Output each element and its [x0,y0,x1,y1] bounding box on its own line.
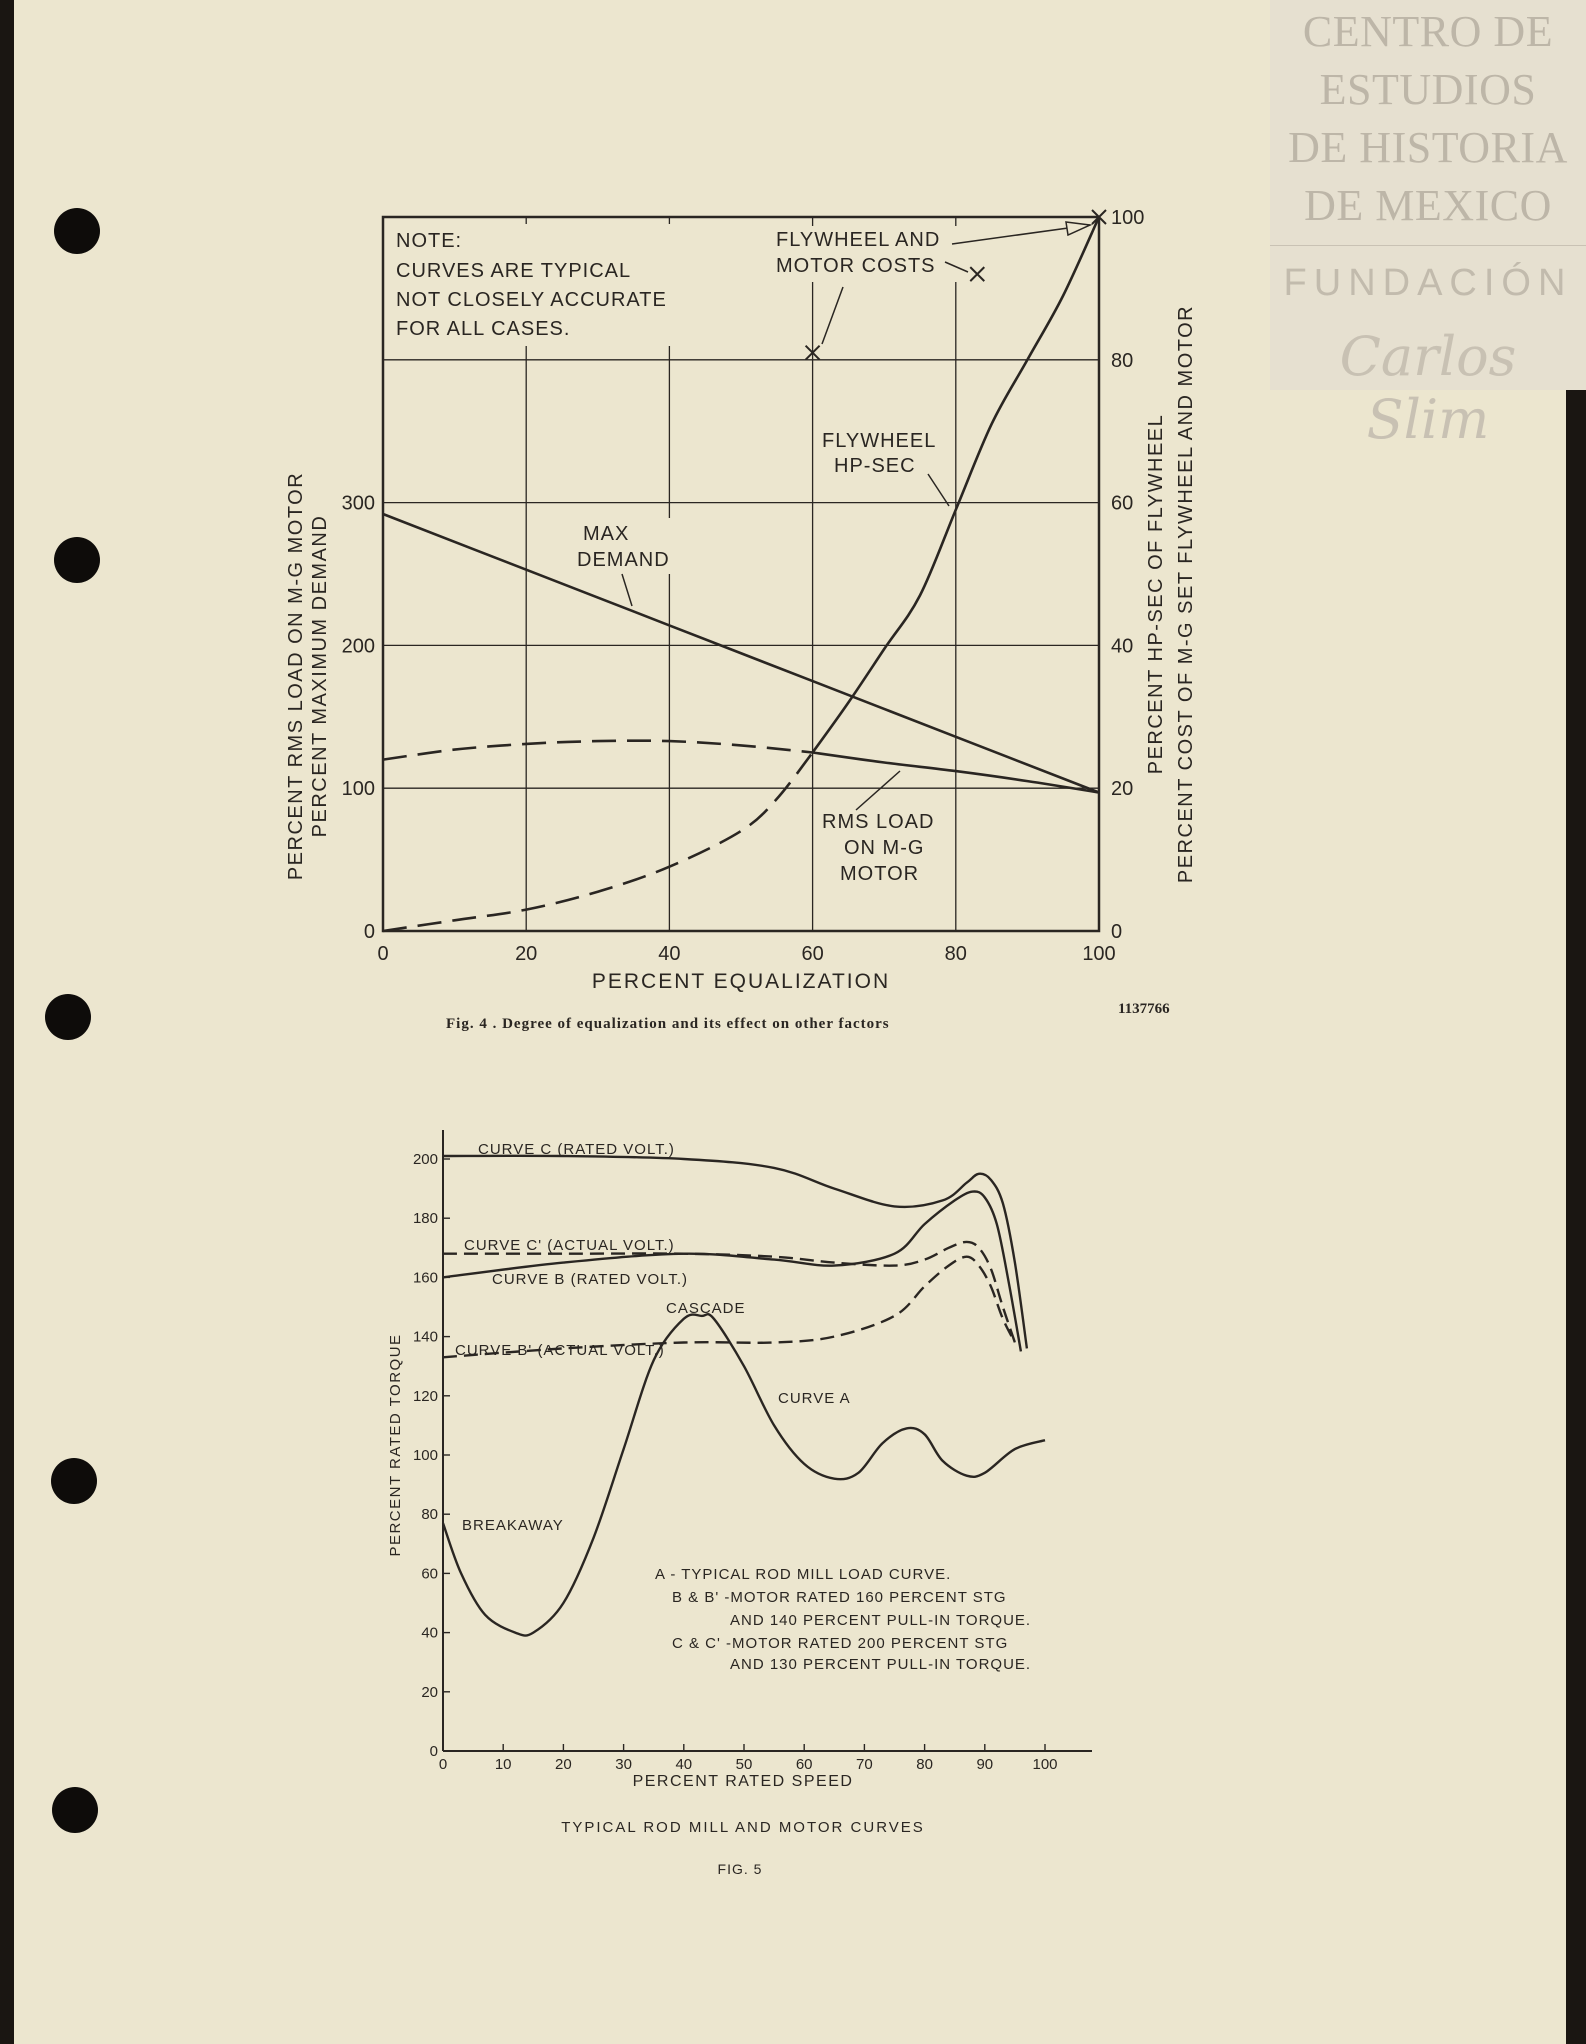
fig5-x-tick-label: 60 [795,1756,813,1773]
fig4-y-tick-label: 300 [341,492,375,515]
fig5-x-axis-title: PERCENT RATED SPEED [632,1773,854,1790]
fig5-y-tick-label: 0 [429,1743,438,1760]
fig5-legend-line: AND 130 PERCENT PULL-IN TORQUE. [730,1656,1032,1673]
fig4-x-tick-label: 0 [377,943,389,965]
fig5-x-tick-label: 20 [555,1756,572,1773]
fig5-y-tick-label: 20 [421,1683,438,1701]
fig5-label-breakaway: BREAKAWAY [462,1517,564,1534]
watermark-line: CENTRO DE [1302,7,1554,56]
fig4-note-line: FOR ALL CASES. [396,318,571,340]
fig4-rms-label: ON M-G [844,837,925,859]
fig5-label-curve-b: CURVE B (RATED VOLT.) [492,1271,689,1288]
watermark-line: DE MEXICO [1304,181,1552,230]
fig5-y-tick-label: 180 [412,1210,438,1228]
fig5-y-tick-label: 160 [412,1269,438,1287]
fig4-leader-line [622,574,632,606]
fig5-x-tick-label: 50 [735,1756,753,1773]
fig5-legend-line: C & C' -MOTOR RATED 200 PERCENT STG [672,1635,1009,1652]
fig4-y-tick-label: 200 [341,635,375,658]
fig4-y-tick-label: 0 [363,921,375,943]
fig5-y-tick-label: 200 [412,1151,438,1168]
fig5-line-curve-a [443,1314,1045,1635]
fig5-x-tick-label: 70 [856,1756,873,1773]
fig5-x-tick-label: 10 [494,1756,512,1773]
fig5-title: TYPICAL ROD MILL AND MOTOR CURVES [561,1819,925,1836]
fig5-x-tick-label: 40 [675,1756,693,1773]
fig5-legend-line: A - TYPICAL ROD MILL LOAD CURVE. [655,1566,952,1583]
fig4-leader-line [822,287,843,344]
fig4-rms-label: MOTOR [840,863,920,885]
fig5-x-tick-label: 0 [438,1756,448,1773]
fig4-y2-axis-title: PERCENT COST OF M-G SET FLYWHEEL AND MOTOR [1175,304,1197,884]
fig4-flywheel-label: FLYWHEEL [822,430,937,452]
fig4-x-tick-label: 20 [515,943,538,965]
fig4-y2-tick-label: 60 [1111,492,1134,515]
fig5-line-curve-b-dashed [443,1242,1015,1343]
fig5-label-curve-c-prime: CURVE C' (ACTUAL VOLT.) [464,1237,675,1254]
watermark-line: ESTUDIOS [1319,65,1537,114]
fig4-costs-label: MOTOR COSTS [776,255,936,277]
fig4-y-axis-title: PERCENT RMS LOAD ON M-G MOTOR [285,471,307,881]
fig5-legend-line: AND 140 PERCENT PULL-IN TORQUE. [730,1612,1032,1629]
fig4-note-line: NOTE: [396,230,463,252]
fig4-y2-tick-label: 80 [1111,349,1134,372]
fig4-line-rms-load-dashed [383,741,813,760]
fig5-label-curve-b-prime: CURVE B' (ACTUAL VOLT.) [455,1342,665,1359]
fig5-x-tick-label: 30 [615,1756,632,1773]
fig4-serial: 1137766 [1118,1001,1170,1017]
fig4-y2-axis-title: PERCENT HP-SEC OF FLYWHEEL [1145,413,1167,775]
fig4-caption: Fig. 4 . Degree of equalization and its effect on other factors [446,1016,890,1032]
fig5-y-tick-label: 120 [412,1387,438,1405]
fig5-label-cascade: CASCADE [666,1300,746,1317]
fig5-x-tick-label: 90 [976,1756,994,1773]
fig4-maxdemand-label: MAX [583,523,630,545]
fig5-y-tick-label: 60 [421,1565,438,1583]
fig5-y-tick-label: 140 [412,1328,438,1346]
fig4-x-tick-label: 100 [1082,943,1116,965]
fig4-cost-marker [970,267,984,281]
watermark-signature: Carlos Slim [1339,325,1517,451]
fig4-leader-line [856,771,900,810]
fig4-y2-tick-label: 0 [1111,921,1123,943]
watermark-line: DE HISTORIA [1288,123,1568,172]
fig4-x-tick-label: 80 [944,943,967,965]
fig5-y-axis-title: PERCENT RATED TORQUE [387,1333,404,1557]
fig4-line-flywheel-hpsec-dashed [383,753,813,932]
fig5-label-curve-c: CURVE C (RATED VOLT.) [478,1141,675,1158]
fig4-x-tick-label: 60 [801,943,824,965]
fig4-y2-tick-label: 40 [1111,635,1134,658]
fig4-y-tick-label: 100 [341,778,375,801]
fig5-figure-number: FIG. 5 [717,1861,763,1877]
fig5-series [443,1156,1045,1636]
fig5-label-curve-a: CURVE A [778,1390,851,1407]
fig4-note-line: NOT CLOSELY ACCURATE [396,289,667,311]
fig4-arrowhead [1066,222,1090,235]
fig4-y2-tick-label: 20 [1111,778,1134,801]
fig4-x-tick-label: 40 [658,943,681,965]
fig4-note-line: CURVES ARE TYPICAL [396,260,632,282]
fig4-maxdemand-label: DEMAND [577,549,670,571]
fig4-line-max-demand [383,514,1099,793]
fig4-rms-label: RMS LOAD [822,811,935,833]
fig5-x-tick-label: 100 [1032,1756,1058,1773]
fig4-y-axis-title: PERCENT MAXIMUM DEMAND [309,514,331,838]
fig4-x-axis-title: PERCENT EQUALIZATION [591,970,891,993]
fig5-chart [387,1130,1092,1877]
watermark-foundation: FUNDACIÓN [1283,262,1573,304]
fig5-y-tick-label: 100 [412,1447,438,1464]
fig5-y-tick-label: 80 [421,1506,438,1524]
fig4-costs-label: FLYWHEEL AND [776,229,941,251]
fig5-x-tick-label: 80 [916,1756,933,1773]
fig4-chart [285,207,1197,1032]
fig5-y-tick-label: 40 [421,1624,438,1642]
fig5-legend-line: B & B' -MOTOR RATED 160 PERCENT STG [672,1589,1007,1606]
fig4-y2-tick-label: 100 [1111,207,1145,229]
fig4-flywheel-label: HP-SEC [834,455,916,477]
